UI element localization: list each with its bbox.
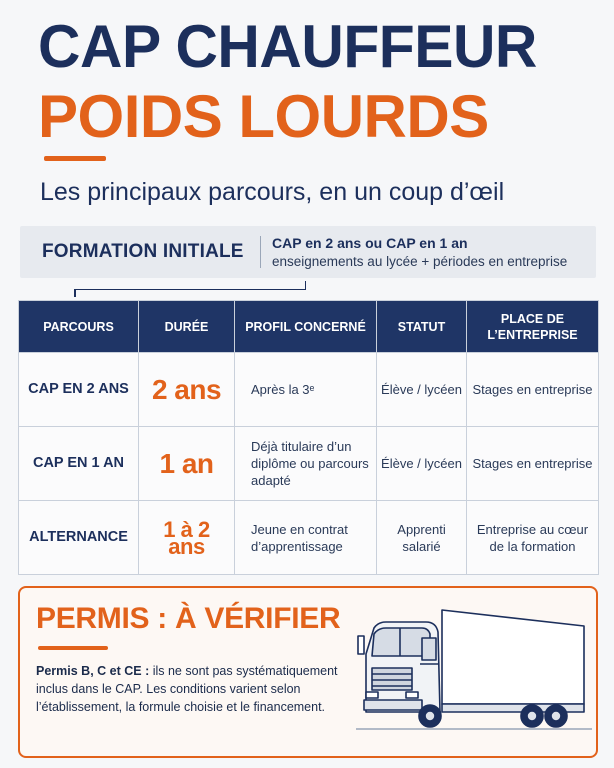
cell-statut: Élève / lycéen (377, 427, 467, 501)
formation-bracket (74, 289, 306, 297)
header-statut: STATUT (377, 301, 467, 353)
page-title-line2: POIDS LOURDS (38, 83, 489, 150)
permis-accent-bar (38, 646, 108, 650)
cell-entreprise: Stages en entreprise (467, 427, 599, 501)
cell-duree: 1 à 2 ans (139, 501, 235, 575)
permis-text-rest: ils ne sont pas systématiquement inclus dans le CAP. Les conditions varient selon l’établissement, la formule choisie et le financement. (36, 664, 338, 714)
title-accent-bar (44, 156, 106, 161)
formation-separator (260, 236, 261, 268)
header-profil: PROFIL CONCERNÉ (235, 301, 377, 353)
parcours-table (18, 300, 599, 575)
permis-text (36, 662, 354, 716)
truck-illustration (356, 598, 592, 748)
cell-entreprise: Stages en entreprise (467, 353, 599, 427)
cell-profil: Après la 3ᵉ (235, 353, 377, 427)
cell-entreprise: Entreprise au cœur de la formation (467, 501, 599, 575)
header-duree: DURÉE (139, 301, 235, 353)
header-entreprise: PLACE DE L’ENTREPRISE (467, 301, 599, 353)
permis-text-bold: Permis B, C et CE : (36, 664, 150, 678)
formation-initiale-label: FORMATION INITIALE (42, 241, 244, 262)
cell-parcours: CAP EN 1 AN (19, 427, 139, 501)
table-row (19, 353, 599, 427)
permis-title: PERMIS : À VÉRIFIER (36, 602, 341, 635)
formation-initiale-banner (20, 226, 596, 278)
formation-line1: CAP en 2 ans ou CAP en 1 an (272, 235, 468, 251)
table-row (19, 427, 599, 501)
cell-profil: Déjà titulaire d’un diplôme ou parcours adapté (235, 427, 377, 501)
page-title-line1: CAP CHAUFFEUR (38, 13, 537, 80)
cell-parcours: ALTERNANCE (19, 501, 139, 575)
cell-statut: Apprenti salarié (377, 501, 467, 575)
cell-statut: Élève / lycéen (377, 353, 467, 427)
cell-parcours: CAP EN 2 ANS (19, 353, 139, 427)
cell-profil: Jeune en contrat d’apprentissage (235, 501, 377, 575)
cell-duree: 2 ans (139, 353, 235, 427)
table-header-row (19, 301, 599, 353)
permis-callout (18, 586, 598, 758)
formation-line2: enseignements au lycée + périodes en entreprise (272, 254, 568, 269)
page-subtitle: Les principaux parcours, en un coup d’œil (40, 178, 505, 206)
header-parcours: PARCOURS (19, 301, 139, 353)
cell-duree: 1 an (139, 427, 235, 501)
table-row (19, 501, 599, 575)
